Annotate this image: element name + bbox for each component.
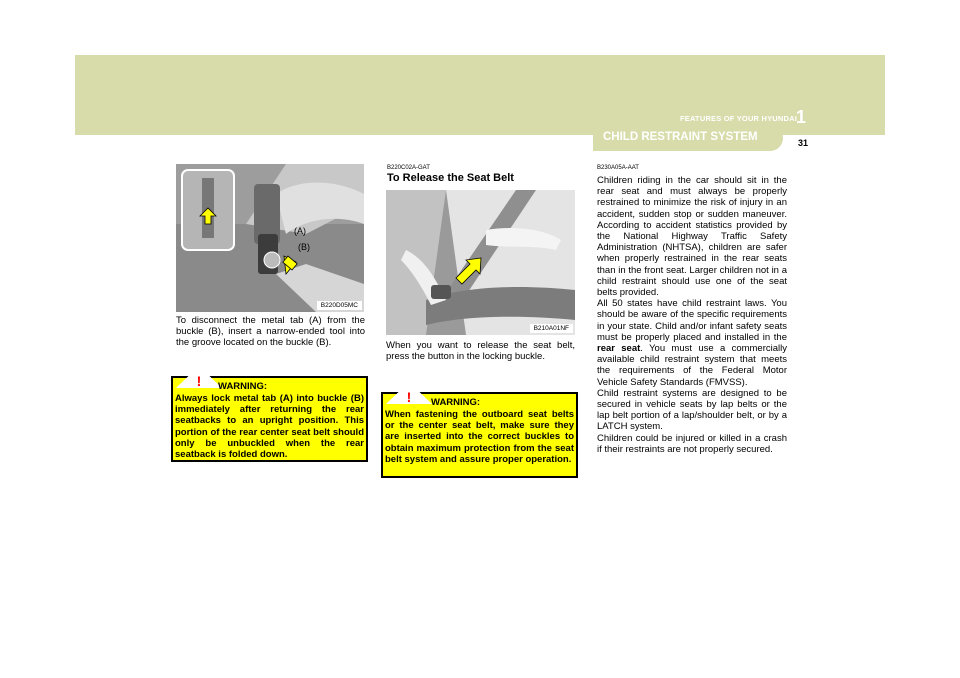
warning-triangle-icon [176, 366, 222, 388]
warning-title: WARNING: [431, 397, 481, 408]
section-code: B220C02A-GAT [387, 165, 430, 171]
section-code: B230A05A-AAT [597, 165, 639, 171]
buckle-illustration [176, 164, 364, 312]
paragraph: Child restraint systems are designed to be secured in vehicle seats by lap belts or the lap belt portion of a lap/shoulder belt, or by a LATCH system. [597, 387, 787, 433]
label-a: (A) [294, 226, 306, 236]
paragraph: All 50 states have child restraint laws. You should be aware of the specific requirements in your state. Child and/or infant safety seats must be properly placed and installed in the rear seat. You must use a commercially available child restraint system that meets the requirements of the Federal Motor Vehicle Safety Standards (FMVSS). [597, 298, 787, 388]
middle-body-text: When you want to release the seat belt, press the button in the locking buckle. [386, 340, 575, 363]
release-photo [386, 190, 575, 335]
left-body-text: To disconnect the metal tab (A) from the buckle (B), insert a narrow-ended tool into the groove located on the buckle (B). [176, 315, 365, 349]
header-band [75, 55, 885, 135]
svg-text:!: ! [196, 373, 202, 388]
warning-triangle-icon [386, 382, 432, 404]
buckle-photo [176, 164, 364, 312]
svg-text:!: ! [406, 389, 412, 404]
section-title: CHILD RESTRAINT SYSTEM [603, 131, 758, 143]
right-body-text [597, 175, 787, 455]
label-b: (B) [298, 242, 310, 252]
warning-box [171, 373, 368, 462]
chapter-label: FEATURES OF YOUR HYUNDAI [680, 114, 798, 123]
emphasis-text: rear seat [597, 343, 641, 355]
section-heading: To Release the Seat Belt [387, 172, 514, 184]
warning-text: Always lock metal tab (A) into buckle (B) immediately after returning the rear seatbacks to an upright position. This portion of the rear center seat belt should only be unbuckled when the rear seatback is folded down. [175, 393, 364, 461]
photo-caption: B210A01NF [530, 324, 573, 333]
photo-caption: B220D05MC [317, 301, 362, 310]
release-illustration [386, 190, 575, 335]
page-number: 31 [798, 138, 809, 148]
warning-text: When fastening the outboard seat belts or the center seat belt, make sure they are inserted into the correct buckles to obtain maximum protection from the seat belt system and assure proper operation. [385, 409, 574, 465]
paragraph: Children could be injured or killed in a crash if their restraints are not properly secured. [597, 432, 787, 455]
warning-title: WARNING: [218, 381, 268, 392]
paragraph: Children riding in the car should sit in the rear seat and must always be properly restrained to minimize the risk of injury in an accident, sudden stop or sudden maneuver. According to accident statistics provided by the National Highway Traffic Safety Administration (NHTSA), children are safer when properly restrained in the rear seats than in the front seat. Larger children not in a child restraint should use one of the seat belts provided. [597, 175, 787, 299]
chapter-number: 1 [796, 107, 807, 127]
warning-box [381, 389, 578, 478]
